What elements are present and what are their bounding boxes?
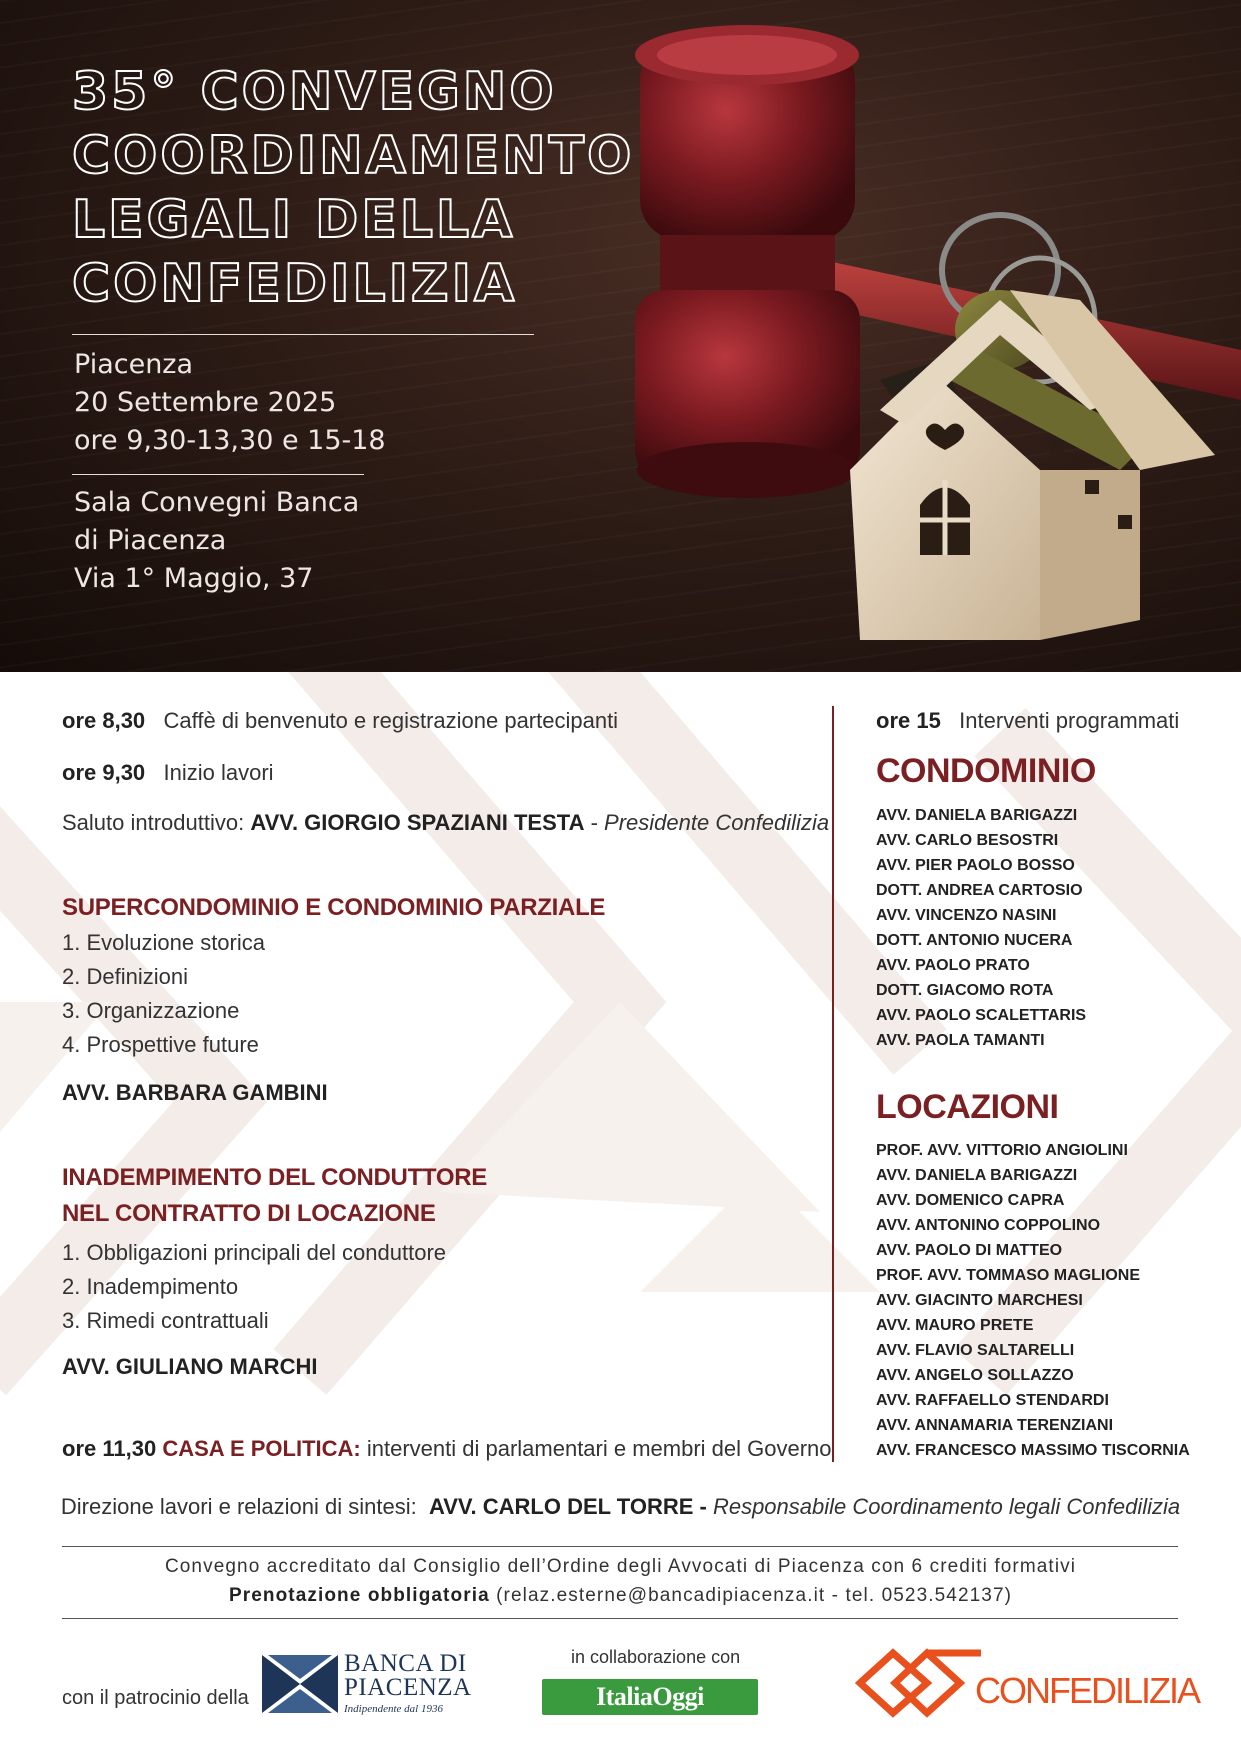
speaker-name: AVV. FRANCESCO MASSIMO TISCORNIA [876,1442,1190,1459]
italiaoggi-logo [542,1679,758,1715]
condominio-speakers [876,803,1086,1053]
section2-item: 2. Inadempimento [62,1274,239,1299]
speaker-name: AVV. PIER PAOLO BOSSO [876,857,1075,874]
speaker-name: AVV. FLAVIO SALTARELLI [876,1342,1075,1359]
title-divider [72,334,534,335]
section2-title-line-2: NEL CONTRATTO DI LOCAZIONE [62,1200,436,1227]
speaker-name: DOTT. GIACOMO ROTA [876,982,1054,999]
speaker-name: AVV. MAURO PRETE [876,1317,1034,1334]
section1-item: 1. Evoluzione storica [62,930,265,955]
locazioni-speakers [876,1138,1190,1463]
agenda-item-0830 [62,708,618,734]
section1-item: 3. Organizzazione [62,998,240,1023]
bank-name-line-1: BANCA DI [344,1650,467,1677]
event-hours: ore 9,30-13,30 e 15-18 [74,425,386,456]
speaker-name: AVV. PAOLO PRATO [876,957,1030,974]
section1-item: 2. Definizioni [62,964,188,989]
greeting-label: Saluto introduttivo: [62,810,245,835]
speaker-name: DOTT. ANTONIO NUCERA [876,932,1073,949]
greeting-role: Presidente Confedilizia [604,810,830,835]
welcome-coffee-text: Caffè di benvenuto e registrazione partecipanti [163,708,619,733]
patronage-label: con il patrocinio della [62,1687,249,1709]
speaker-name: PROF. AVV. VITTORIO ANGIOLINI [876,1142,1128,1159]
section1-speaker: AVV. BARBARA GAMBINI [62,1080,328,1105]
direction-name: AVV. CARLO DEL TORRE - [428,1494,707,1519]
speaker-name: AVV. ANNAMARIA TERENZIANI [876,1417,1114,1434]
direction-role: Responsabile Coordinamento legali Confedilizia [712,1494,1181,1519]
booking-label: Prenotazione obbligatoria [228,1585,490,1606]
section2-item: 3. Rimedi contrattuali [62,1308,269,1333]
footer-rule-bottom [62,1618,1178,1619]
hero-banner [0,0,1241,672]
greeting-name: AVV. GIORGIO SPAZIANI TESTA [250,810,585,835]
column-divider [832,706,834,1462]
booking-contact: (relaz.esterne@bancadipiacenza.it - tel. 0523.542137) [489,1585,1013,1606]
section1-list [62,926,265,1062]
section2-title-line-1: INADEMPIMENTO DEL CONDUTTORE [62,1164,487,1191]
speaker-name: AVV. PAOLO SCALETTARIS [876,1007,1087,1024]
condominio-title: CONDOMINIO [876,752,1096,790]
section2-speaker: AVV. GIULIANO MARCHI [62,1354,318,1379]
speaker-name: AVV. RAFFAELLO STENDARDI [876,1392,1109,1409]
speaker-name: PROF. AVV. TOMMASO MAGLIONE [876,1267,1141,1284]
speaker-name: AVV. DANIELA BARIGAZZI [876,1167,1078,1184]
bank-tagline: Indipendente dal 1936 [344,1703,443,1715]
section2-item: 1. Obbligazioni principali del conduttore [62,1240,447,1265]
speaker-name: DOTT. ANDREA CARTOSIO [876,882,1083,899]
confedilizia-wordmark: CONFEDILIZIA [975,1670,1200,1711]
title-line-2: COORDINAMENTO [72,126,635,186]
footer-rule-top [62,1546,1178,1547]
speaker-name: AVV. GIACINTO MARCHESI [876,1292,1083,1309]
venue-line-1: Sala Convegni Banca [74,487,360,518]
speaker-name: AVV. PAOLA TAMANTI [876,1032,1045,1049]
time-1130: ore 11,30 [62,1436,157,1461]
speaker-name: AVV. VINCENZO NASINI [876,907,1057,924]
venue-line-3: Via 1° Maggio, 37 [74,563,314,594]
agenda-item-0930 [62,760,274,786]
event-venue [74,484,359,598]
politics-item [62,1436,832,1462]
bank-name-line-2: PIACENZA [344,1674,472,1701]
title-line-3: LEGALI DELLA [72,190,516,250]
collaboration-label: in collaborazione con [571,1647,741,1667]
title-line-1: 35° CONVEGNO [72,62,557,122]
venue-divider [72,474,364,475]
afternoon-text: Interventi programmati [959,708,1180,733]
greeting [62,810,829,836]
bank-emblem-icon [262,1655,338,1713]
start-work-text: Inizio lavori [163,760,274,785]
locazioni-title: LOCAZIONI [876,1088,1059,1126]
direction-line [0,1494,1241,1520]
confedilizia-emblem-icon [855,1648,985,1718]
section2-list [62,1236,446,1338]
speaker-name: AVV. PAOLO DI MATTEO [876,1242,1063,1259]
time-0830: ore 8,30 [62,708,146,733]
time-0930: ore 9,30 [62,760,146,785]
title-line-4: CONFEDILIZIA [72,254,518,314]
politics-label: CASA E POLITICA: [162,1436,361,1461]
event-title [72,60,634,316]
politics-text: interventi di parlamentari e membri del Governo [366,1436,832,1461]
italiaoggi-wordmark: ItaliaOggi [596,1682,704,1711]
agenda-item-15 [876,708,1179,734]
section1-item: 4. Prospettive future [62,1032,259,1057]
booking-line [0,1585,1241,1607]
bank-name [344,1652,472,1700]
time-15: ore 15 [876,708,941,733]
event-city: Piacenza [74,349,194,380]
speaker-name: AVV. DANIELA BARIGAZZI [876,807,1078,824]
venue-line-2: di Piacenza [74,525,227,556]
accreditation-text: Convegno accreditato dal Consiglio dell’Ordine degli Avvocati di Piacenza con 6 crediti formativi [164,1556,1077,1577]
event-when [74,346,386,460]
event-date: 20 Settembre 2025 [74,387,337,418]
direction-label: Direzione lavori e relazioni di sintesi: [60,1494,417,1519]
speaker-name: AVV. DOMENICO CAPRA [876,1192,1065,1209]
speaker-name: AVV. CARLO BESOSTRI [876,832,1059,849]
speaker-name: AVV. ANGELO SOLLAZZO [876,1367,1074,1384]
section1-title: SUPERCONDOMINIO E CONDOMINIO PARZIALE [62,894,606,921]
greeting-dash: - [584,810,605,835]
speaker-name: AVV. ANTONINO COPPOLINO [876,1217,1101,1234]
